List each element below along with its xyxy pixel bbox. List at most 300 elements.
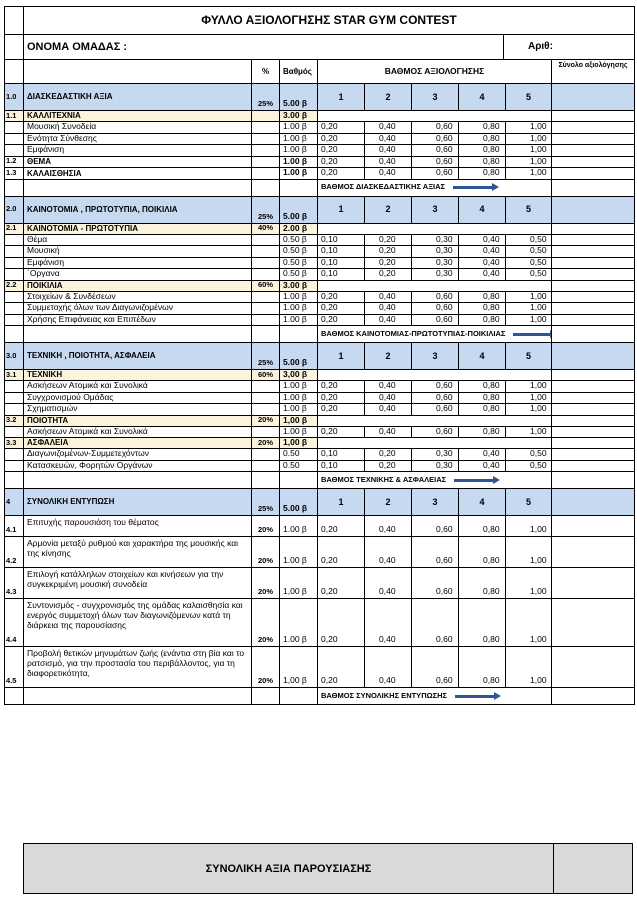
section-total-cell — [552, 489, 635, 516]
section-title: ΔΙΑΣΚΕΔΑΣΤΙΚΗ ΑΞΙΑ — [24, 84, 252, 111]
criterion-code — [4, 269, 24, 281]
score-option-5: 0,50 — [506, 461, 552, 473]
criterion-total-cell — [552, 647, 635, 688]
score-option-2: 0,40 — [365, 134, 412, 146]
criterion-percentage — [252, 427, 280, 439]
criterion-weight: 1.00 β — [280, 292, 318, 304]
score-empty — [318, 111, 552, 122]
criterion-code: 1.1 — [4, 111, 24, 122]
criterion-weight: 0.50 β — [280, 258, 318, 270]
criterion-total-cell — [552, 381, 635, 393]
criterion-code — [4, 393, 24, 405]
section-total-band — [318, 326, 552, 343]
criterion-row — [4, 168, 635, 180]
grade-level-1: 1 — [318, 489, 365, 516]
criterion-row — [4, 122, 635, 134]
criterion-code — [4, 449, 24, 461]
criterion-total-cell — [552, 537, 635, 568]
grade-level-5: 5 — [506, 84, 552, 111]
criterion-total-cell — [552, 224, 635, 235]
criterion-description: Επιτυχής παρουσιάση του θέματος — [24, 516, 252, 537]
score-option-4: 0,80 — [459, 303, 506, 315]
score-option-3: 0,30 — [412, 461, 459, 473]
score-option-2: 0,40 — [365, 303, 412, 315]
section-percentage: 25% — [252, 343, 280, 370]
score-option-3: 0,60 — [412, 157, 459, 169]
criterion-code — [4, 461, 24, 473]
criterion-row — [4, 568, 635, 599]
criterion-weight: 1.00 β — [280, 122, 318, 134]
score-option-4: 0,80 — [459, 381, 506, 393]
criterion-description: ΄Οργανα — [24, 269, 252, 281]
score-option-2: 0,40 — [365, 647, 412, 688]
score-option-5: 0,50 — [506, 258, 552, 270]
score-option-5: 0,50 — [506, 449, 552, 461]
score-option-2: 0,40 — [365, 404, 412, 416]
criterion-description: Διαγωνιζομένων-Συμμετεχόντων — [24, 449, 252, 461]
criterion-row — [4, 647, 635, 688]
score-option-4: 0,80 — [459, 568, 506, 599]
criterion-percentage — [252, 315, 280, 327]
section-total-value — [552, 326, 635, 343]
score-option-4: 0,40 — [459, 269, 506, 281]
criterion-weight: 1.00 β — [280, 157, 318, 169]
team-number-label: Αριθ: — [504, 35, 635, 60]
grade-level-5: 5 — [506, 343, 552, 370]
criterion-row — [4, 599, 635, 647]
criterion-description: ΚΑΛΑΙΣΘΗΣΙΑ — [24, 168, 252, 180]
grade-level-2: 2 — [365, 489, 412, 516]
criterion-total-cell — [552, 438, 635, 449]
criterion-description: ΚΑΙΝΟΤΟΜΙΑ - ΠΡΩΤΟΤΥΠΙΑ — [24, 224, 252, 235]
criterion-code — [4, 122, 24, 134]
score-option-1: 0,20 — [318, 157, 365, 169]
criterion-weight: 1.00 β — [280, 134, 318, 146]
grade-level-4: 4 — [459, 197, 506, 224]
criterion-total-cell — [552, 281, 635, 292]
criterion-code: 3.2 — [4, 416, 24, 427]
score-option-1: 0,20 — [318, 404, 365, 416]
criterion-weight: 1.00 β — [280, 303, 318, 315]
score-option-5: 1,00 — [506, 157, 552, 169]
score-option-2: 0,40 — [365, 315, 412, 327]
criterion-description: Σχηματισμών — [24, 404, 252, 416]
criterion-percentage — [252, 292, 280, 304]
section-total-value — [552, 472, 635, 489]
score-option-3: 0,60 — [412, 292, 459, 304]
criterion-code — [4, 315, 24, 327]
score-option-2: 0,20 — [365, 461, 412, 473]
score-option-3: 0,60 — [412, 427, 459, 439]
score-option-5: 1,00 — [506, 145, 552, 157]
criterion-weight: 3,00 β — [280, 370, 318, 381]
section-title: ΤΕΧΝΙΚΗ , ΠΟΙΟΤΗΤΑ, ΑΣΦΑΛΕΙΑ — [24, 343, 252, 370]
criterion-description: Εμφάνιση — [24, 145, 252, 157]
score-option-1: 0,10 — [318, 258, 365, 270]
section-total-value — [552, 688, 635, 705]
section-total-band — [318, 180, 552, 197]
score-empty — [318, 281, 552, 292]
subsection-row — [4, 370, 635, 381]
criterion-code: 4.1 — [4, 516, 24, 537]
subsection-row — [4, 281, 635, 292]
title-row — [4, 6, 635, 35]
section-code: 1.0 — [4, 84, 24, 111]
section-total-label: ΒΑΘΜΟΣ ΣΥΝΟΛΙΚΗΣ ΕΝΤΥΠΩΣΗΣ — [321, 690, 448, 700]
section-percentage: 25% — [252, 489, 280, 516]
team-name-label: ΟΝΟΜΑ ΟΜΑΔΑΣ : — [24, 35, 504, 60]
score-empty — [318, 416, 552, 427]
grade-level-2: 2 — [365, 343, 412, 370]
criterion-percentage: 20% — [252, 416, 280, 427]
criterion-code: 2.1 — [4, 224, 24, 235]
criterion-description: Κατασκευών, Φορητών Οργάνων — [24, 461, 252, 473]
criterion-weight: 0.50 β — [280, 246, 318, 258]
team-row — [4, 35, 635, 60]
score-option-4: 0,40 — [459, 246, 506, 258]
score-empty — [318, 224, 552, 235]
grade-level-3: 3 — [412, 84, 459, 111]
arrow-right-icon — [454, 479, 494, 482]
criterion-description: ΑΣΦΑΛΕΙΑ — [24, 438, 252, 449]
criterion-percentage — [252, 303, 280, 315]
criterion-code — [4, 134, 24, 146]
score-option-1: 0,20 — [318, 315, 365, 327]
criterion-code: 4.5 — [4, 647, 24, 688]
score-option-1: 0,10 — [318, 246, 365, 258]
score-option-2: 0,40 — [365, 381, 412, 393]
score-option-3: 0,60 — [412, 168, 459, 180]
criterion-weight: 1,00 β — [280, 438, 318, 449]
score-option-4: 0,80 — [459, 145, 506, 157]
criterion-percentage — [252, 404, 280, 416]
criterion-code — [4, 258, 24, 270]
subsection-row — [4, 111, 635, 122]
criterion-code — [4, 235, 24, 247]
score-option-1: 0,20 — [318, 168, 365, 180]
score-option-4: 0,80 — [459, 516, 506, 537]
score-option-1: 0,10 — [318, 461, 365, 473]
score-option-2: 0,40 — [365, 168, 412, 180]
section-total-row — [4, 688, 635, 705]
score-option-2: 0,40 — [365, 145, 412, 157]
criterion-description: Στοιχείων & Συνδέσεων — [24, 292, 252, 304]
score-option-5: 0,50 — [506, 235, 552, 247]
grade-level-1: 1 — [318, 343, 365, 370]
criterion-percentage — [252, 449, 280, 461]
score-option-4: 0,80 — [459, 599, 506, 647]
score-option-2: 0,20 — [365, 258, 412, 270]
score-option-3: 0,30 — [412, 258, 459, 270]
score-option-3: 0,60 — [412, 381, 459, 393]
subsection-row — [4, 416, 635, 427]
score-option-3: 0,30 — [412, 449, 459, 461]
criterion-total-cell — [552, 168, 635, 180]
score-option-4: 0,80 — [459, 647, 506, 688]
score-option-3: 0,60 — [412, 393, 459, 405]
criterion-description: Εμφάνιση — [24, 258, 252, 270]
arrow-right-icon — [513, 333, 551, 336]
criterion-weight: 1.00 β — [280, 427, 318, 439]
score-option-1: 0,20 — [318, 599, 365, 647]
score-option-3: 0,60 — [412, 404, 459, 416]
score-option-3: 0,60 — [412, 568, 459, 599]
grade-level-3: 3 — [412, 197, 459, 224]
criterion-weight: 1.00 β — [280, 393, 318, 405]
score-option-4: 0,80 — [459, 134, 506, 146]
score-option-5: 1,00 — [506, 303, 552, 315]
score-option-1: 0,20 — [318, 122, 365, 134]
section-header-row — [4, 343, 635, 370]
section-total-band — [318, 472, 552, 489]
score-empty — [318, 370, 552, 381]
criterion-total-cell — [552, 111, 635, 122]
criterion-total-cell — [552, 269, 635, 281]
criterion-code — [4, 381, 24, 393]
criterion-weight: 3.00 β — [280, 111, 318, 122]
criterion-row — [4, 134, 635, 146]
section-total-cell — [552, 197, 635, 224]
score-option-1: 0,20 — [318, 647, 365, 688]
criterion-description: ΘΕΜΑ — [24, 157, 252, 169]
grade-level-4: 4 — [459, 489, 506, 516]
score-option-4: 0,80 — [459, 122, 506, 134]
score-option-1: 0,20 — [318, 292, 365, 304]
criterion-description: Μουσική Συνοδεία — [24, 122, 252, 134]
criterion-weight: 0.50 — [280, 449, 318, 461]
score-option-5: 1,00 — [506, 122, 552, 134]
criterion-description: Επιλογή κατάλληλων στοιχείων και κινήσεων για την συγκεκριμένη μουσική συνοδεία — [24, 568, 252, 599]
criterion-percentage — [252, 246, 280, 258]
total-header: Σύνολο αξιολόγησης — [552, 60, 635, 84]
column-header-row — [4, 60, 635, 84]
criterion-percentage — [252, 381, 280, 393]
criterion-row — [4, 258, 635, 270]
score-option-4: 0,80 — [459, 168, 506, 180]
grade-level-3: 3 — [412, 343, 459, 370]
score-option-1: 0,20 — [318, 134, 365, 146]
criterion-description: ΠΟΙΚΙΛΙΑ — [24, 281, 252, 292]
grade-level-5: 5 — [506, 197, 552, 224]
score-option-5: 1,00 — [506, 568, 552, 599]
criterion-weight: 1.00 β — [280, 516, 318, 537]
final-total-box — [23, 843, 633, 894]
section-total-row — [4, 472, 635, 489]
score-option-2: 0,40 — [365, 599, 412, 647]
score-option-3: 0,60 — [412, 145, 459, 157]
score-option-2: 0,20 — [365, 269, 412, 281]
grade-level-5: 5 — [506, 489, 552, 516]
criterion-total-cell — [552, 370, 635, 381]
criterion-code — [4, 303, 24, 315]
criterion-row — [4, 427, 635, 439]
criterion-total-cell — [552, 157, 635, 169]
section-title: ΚΑΙΝΟΤΟΜΙΑ , ΠΡΩΤΟΤΥΠΙΑ, ΠΟΙΚΙΛΙΑ — [24, 197, 252, 224]
sheet-title: ΦΥΛΛΟ ΑΞΙΟΛΟΓΗΣΗΣ STAR GYM CONTEST — [24, 6, 635, 35]
section-weight: 5.00 β — [280, 489, 318, 516]
subsection-row — [4, 438, 635, 449]
criterion-row — [4, 516, 635, 537]
score-option-5: 1,00 — [506, 381, 552, 393]
score-option-2: 0,40 — [365, 427, 412, 439]
criterion-percentage — [252, 461, 280, 473]
criterion-percentage: 20% — [252, 516, 280, 537]
criterion-weight: 1.00 β — [280, 168, 318, 180]
criterion-total-cell — [552, 258, 635, 270]
criterion-row — [4, 235, 635, 247]
score-option-5: 1,00 — [506, 516, 552, 537]
criterion-percentage: 20% — [252, 647, 280, 688]
criterion-percentage — [252, 157, 280, 169]
section-code: 4 — [4, 489, 24, 516]
criterion-row — [4, 537, 635, 568]
score-option-5: 1,00 — [506, 599, 552, 647]
criterion-code — [4, 404, 24, 416]
criterion-description: Χρήσης Επιφάνειας και Επιπέδων — [24, 315, 252, 327]
score-option-4: 0,40 — [459, 258, 506, 270]
arrow-right-icon — [453, 186, 493, 189]
criterion-percentage — [252, 122, 280, 134]
section-weight: 5.00 β — [280, 197, 318, 224]
score-option-4: 0,80 — [459, 393, 506, 405]
criterion-percentage: 60% — [252, 281, 280, 292]
criterion-total-cell — [552, 292, 635, 304]
weight-header: Βαθμός — [280, 60, 318, 84]
criterion-description: ΤΕΧΝΙΚΗ — [24, 370, 252, 381]
grade-level-4: 4 — [459, 84, 506, 111]
criterion-code: 2.2 — [4, 281, 24, 292]
criterion-row — [4, 246, 635, 258]
criterion-total-cell — [552, 134, 635, 146]
criterion-total-cell — [552, 145, 635, 157]
criterion-total-cell — [552, 235, 635, 247]
pct-header: % — [252, 60, 280, 84]
criterion-percentage — [252, 269, 280, 281]
criterion-description: Ασκήσεων Ατομικά και Συνολικά — [24, 427, 252, 439]
section-header-row — [4, 489, 635, 516]
section-percentage: 25% — [252, 197, 280, 224]
criterion-total-cell — [552, 404, 635, 416]
score-option-3: 0,30 — [412, 269, 459, 281]
criterion-weight: 0.50 — [280, 461, 318, 473]
score-option-4: 0,80 — [459, 537, 506, 568]
criterion-percentage: 20% — [252, 599, 280, 647]
section-code: 2.0 — [4, 197, 24, 224]
score-option-1: 0,10 — [318, 269, 365, 281]
criterion-total-cell — [552, 568, 635, 599]
score-option-5: 1,00 — [506, 537, 552, 568]
criterion-percentage — [252, 258, 280, 270]
grade-level-1: 1 — [318, 84, 365, 111]
score-option-1: 0,20 — [318, 303, 365, 315]
criterion-row — [4, 449, 635, 461]
criterion-weight: 1.00 β — [280, 599, 318, 647]
grade-level-2: 2 — [365, 197, 412, 224]
score-option-1: 0,20 — [318, 516, 365, 537]
score-option-4: 0,80 — [459, 292, 506, 304]
criterion-total-cell — [552, 303, 635, 315]
criterion-description: ΠΟΙΟΤΗΤΑ — [24, 416, 252, 427]
criterion-description: Συντονισμός - συγχρονισμός της ομάδας καλαισθησία και ενεργός συμμετοχή όλων των διαγωνιζόμενων κατά τη διάρκεια της παρουσίασης — [24, 599, 252, 647]
criterion-description: Συγχρονισμού Ομάδας — [24, 393, 252, 405]
criterion-weight: 1.00 β — [280, 145, 318, 157]
score-option-1: 0,20 — [318, 381, 365, 393]
section-percentage: 25% — [252, 84, 280, 111]
criterion-code: 4.3 — [4, 568, 24, 599]
criterion-row — [4, 145, 635, 157]
section-total-label: ΒΑΘΜΟΣ ΔΙΑΣΚΕΔΑΣΤΙΚΗΣ ΑΞΙΑΣ — [321, 182, 446, 192]
score-option-1: 0,20 — [318, 145, 365, 157]
grade-level-2: 2 — [365, 84, 412, 111]
criterion-total-cell — [552, 122, 635, 134]
criterion-weight: 1.00 β — [280, 537, 318, 568]
score-option-2: 0,20 — [365, 449, 412, 461]
criterion-row — [4, 381, 635, 393]
criterion-percentage — [252, 393, 280, 405]
subsection-row — [4, 224, 635, 235]
criterion-code: 1.2 — [4, 157, 24, 169]
criterion-code: 4.2 — [4, 537, 24, 568]
criterion-total-cell — [552, 416, 635, 427]
section-total-label: ΒΑΘΜΟΣ ΤΕΧΝΙΚΗΣ & ΑΣΦΑΛΕΙΑΣ — [321, 474, 447, 484]
criterion-weight: 1,00 β — [280, 568, 318, 599]
score-option-3: 0,60 — [412, 516, 459, 537]
criterion-description: Μουσική — [24, 246, 252, 258]
score-option-1: 0,10 — [318, 235, 365, 247]
score-option-5: 1,00 — [506, 168, 552, 180]
grade-level-1: 1 — [318, 197, 365, 224]
criterion-weight: 1.00 β — [280, 381, 318, 393]
score-option-3: 0,60 — [412, 315, 459, 327]
criterion-percentage — [252, 168, 280, 180]
score-option-2: 0,40 — [365, 537, 412, 568]
score-option-5: 1,00 — [506, 134, 552, 146]
score-option-5: 0,50 — [506, 269, 552, 281]
criterion-code — [4, 292, 24, 304]
criterion-percentage: 40% — [252, 224, 280, 235]
criterion-code: 3.1 — [4, 370, 24, 381]
criterion-percentage — [252, 111, 280, 122]
score-option-3: 0,60 — [412, 537, 459, 568]
score-option-4: 0,40 — [459, 461, 506, 473]
score-empty — [318, 438, 552, 449]
criterion-total-cell — [552, 516, 635, 537]
criterion-total-cell — [552, 449, 635, 461]
score-option-1: 0,10 — [318, 449, 365, 461]
criterion-weight: 0.50 β — [280, 235, 318, 247]
criterion-percentage: 20% — [252, 537, 280, 568]
score-option-4: 0,40 — [459, 235, 506, 247]
criterion-weight: 1.00 β — [280, 315, 318, 327]
criterion-percentage — [252, 235, 280, 247]
score-option-3: 0,30 — [412, 235, 459, 247]
score-option-3: 0,60 — [412, 303, 459, 315]
criterion-description: Ενότητα Σύνθεσης — [24, 134, 252, 146]
score-option-2: 0,40 — [365, 122, 412, 134]
grade-level-3: 3 — [412, 489, 459, 516]
score-option-1: 0,20 — [318, 393, 365, 405]
section-header-row — [4, 84, 635, 111]
criterion-description: Προβολή θετικών μηνυμάτων ζωής (ενάντια στη βία και το ρατσισμό, για την προστασία του περιβάλλοντος, για τη διαφορετικότητα, — [24, 647, 252, 688]
score-option-1: 0,20 — [318, 427, 365, 439]
section-total-row — [4, 326, 635, 343]
criterion-description: Θέμα — [24, 235, 252, 247]
criterion-code — [4, 246, 24, 258]
score-option-4: 0,80 — [459, 404, 506, 416]
score-option-5: 1,00 — [506, 315, 552, 327]
criterion-percentage — [252, 134, 280, 146]
score-option-3: 0,30 — [412, 246, 459, 258]
